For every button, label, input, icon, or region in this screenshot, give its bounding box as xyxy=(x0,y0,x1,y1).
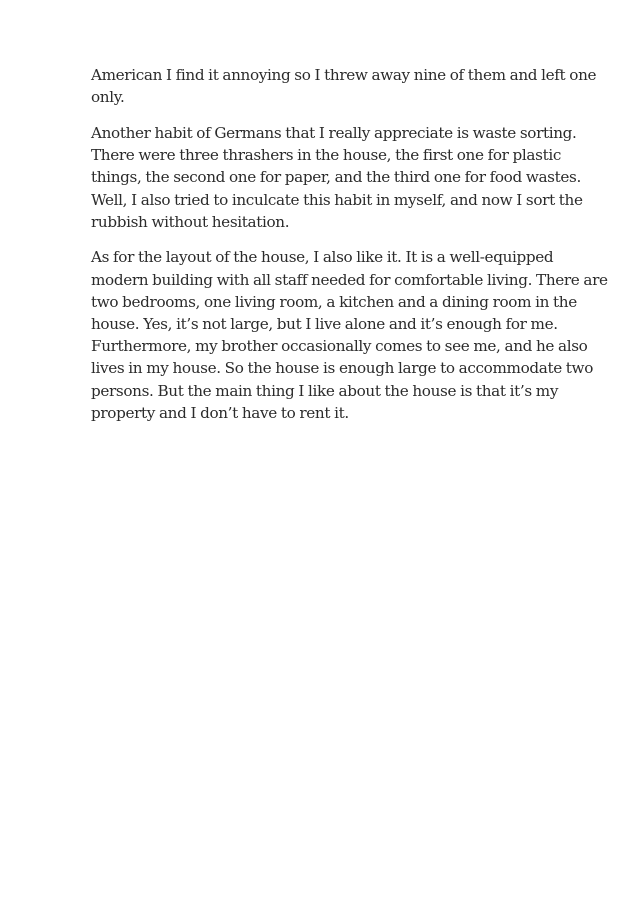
text-line: Another habit of Germans that I really appreciate is waste sorting. xyxy=(91,123,577,142)
text-line: two bedrooms, one living room, a kitchen and a dining room in the xyxy=(91,292,577,311)
document-body xyxy=(91,64,608,438)
text-line: American I find it annoying so I threw away nine of them and left one xyxy=(91,66,597,84)
text-line: house. Yes, it’s not large, but I live alone and it’s enough for me. xyxy=(91,315,558,334)
text-line: modern building with all staff needed for comfortable living. There are xyxy=(91,270,608,289)
text-line: Furthermore, my brother occasionally comes to see me, and he also xyxy=(91,337,588,356)
text-line: property and I don’t have to rent it. xyxy=(91,403,349,422)
text-line: There were three thrashers in the house, the first one for plastic xyxy=(91,146,561,165)
text-line: rubbish without hesitation. xyxy=(91,212,290,231)
text-line: As for the layout of the house, I also like it. It is a well-equipped xyxy=(91,248,554,267)
text-line: things, the second one for paper, and the third one for food wastes. xyxy=(91,168,581,187)
text-line: only. xyxy=(91,88,125,107)
paragraph-3 xyxy=(91,246,608,424)
paragraph-2 xyxy=(91,122,601,233)
text-line: Well, I also tried to inculcate this habit in myself, and now I sort the xyxy=(91,190,583,209)
text-line: lives in my house. So the house is enough large to accommodate two xyxy=(91,359,594,378)
paragraph-1 xyxy=(91,64,601,108)
text-line: persons. But the main thing I like about the house is that it’s my xyxy=(91,381,559,400)
